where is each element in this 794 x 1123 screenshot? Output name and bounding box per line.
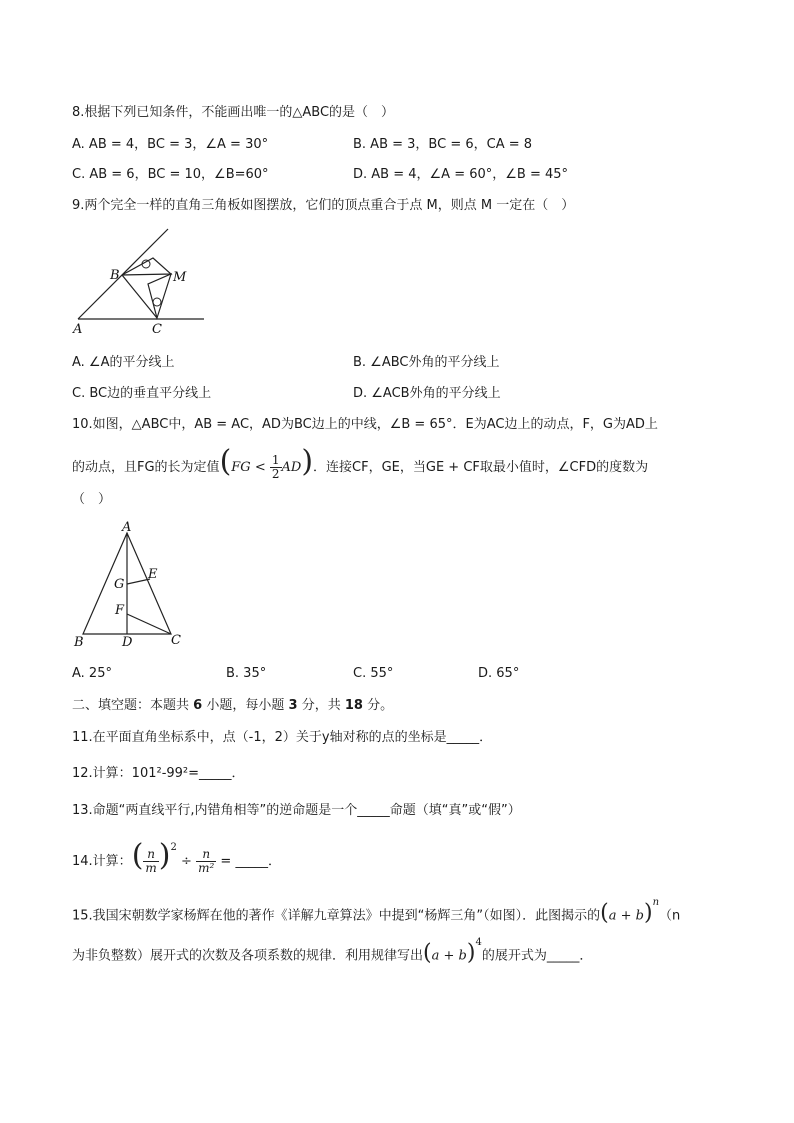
q11: 11.在平面直角坐标系中，点（-1，2）关于y轴对称的点的坐标是_____． [72,730,493,745]
q10-option-d: D. 65° [478,666,520,681]
q14-paren-close: ) [158,838,171,873]
q9-label-c: C [152,322,162,336]
q10-fraction: $\frac{1}{2}$ [271,453,280,481]
q10-label-g: G [114,577,125,592]
q13: 13.命题“两直线平行,内错角相等”的逆命题是一个_____命题（填“真”或“假”） [72,803,521,818]
q14-answer: = _____． [220,854,281,869]
q15-line2: 为非负整数）展开式的次数及各项系数的规律．利用规律写出$(a + b)^4$的展开式为_____． [72,937,593,966]
q10-label-f: F [115,603,125,618]
q14-label: 14.计算： [72,854,132,869]
q9-option-d: D. ∠ACB外角的平分线上 [353,386,501,401]
q10-segment-fc [127,614,171,634]
q8-option-a: A. AB = 4，BC = 3，∠A = 30° [72,137,269,152]
q9-label-b: B [110,268,120,283]
q10-paren-open: ( [219,444,232,479]
q9-stem: 9.两个完全一样的直角三角板如图摆放，它们的顶点重合于点 M，则点 M 一定在（ ） [72,198,575,213]
q10-option-c: C. 55° [353,666,394,681]
q14-divide-sign: ÷ [181,854,192,869]
q12: 12.计算：101²-99²=_____． [72,766,245,781]
q9-label-a: A [73,322,83,336]
q10-line2-text-a: 的动点，且FG的长为定值 [72,460,220,475]
q10-line2-text-b: ．连接CF，GE，当GE + CF取最小值时，∠CFD的度数为 [313,460,649,475]
q9-option-a: A. ∠A的平分线上 [72,355,175,370]
q15-line1: 15.我国宋朝数学家杨辉在他的著作《详解九章算法》中提到“杨辉三角”（如图）．此图揭示的$(a + b)^n(n$ [72,897,681,926]
q9-triangle-upper [122,258,171,275]
q14-fraction-1: $\frac{n}{m}$ [145,847,157,875]
q9-label-m: M [173,270,187,285]
q9-figure [70,226,210,336]
q14-paren-open: ( [131,838,144,873]
q10-line2 [72,444,648,480]
q10-figure [70,518,190,650]
q14-exponent: 2 [170,841,177,853]
q10-fg-lt: FG < [231,460,266,475]
q9-option-c: C. BC边的垂直平分线上 [72,386,212,401]
q10-label-a: A [122,520,132,535]
section2-heading: 二、填空题：本题共 6 小题，每小题 3 分，共 18 分。 [72,698,394,713]
q10-label-e: E [148,567,158,582]
q10-segment-ge [127,579,150,584]
q10-label-d: D [122,635,133,650]
q14 [72,838,281,874]
q10-label-c: C [171,633,181,648]
q10-option-a: A. 25° [72,666,112,681]
q9-circle-lower [153,298,161,306]
q8-option-c: C. AB = 6，BC = 10，∠B=60° [72,167,269,182]
q14-fraction-2: $\frac{n}{\text{m²}}$ [198,847,215,875]
q10-line3: （ ） [72,492,112,507]
q10-line1: 10.如图，△ABC中，AB = AC，AD为BC边上的中线，∠B = 65°．E为AC边上的动点，F，G为AD上 [72,417,658,432]
q8-stem: 8.根据下列已知条件，不能画出唯一的△ABC的是（ ） [72,105,395,120]
q10-ad: AD [281,460,302,475]
q9-option-b: B. ∠ABC外角的平分线上 [353,355,500,370]
q8-option-b: B. AB = 3，BC = 6，CA = 8 [353,137,533,152]
q8-option-d: D. AB = 4，∠A = 60°，∠B = 45° [353,167,569,182]
q10-paren-close: ) [301,444,314,479]
q10-option-b: B. 35° [226,666,267,681]
q10-label-b: B [74,635,84,650]
